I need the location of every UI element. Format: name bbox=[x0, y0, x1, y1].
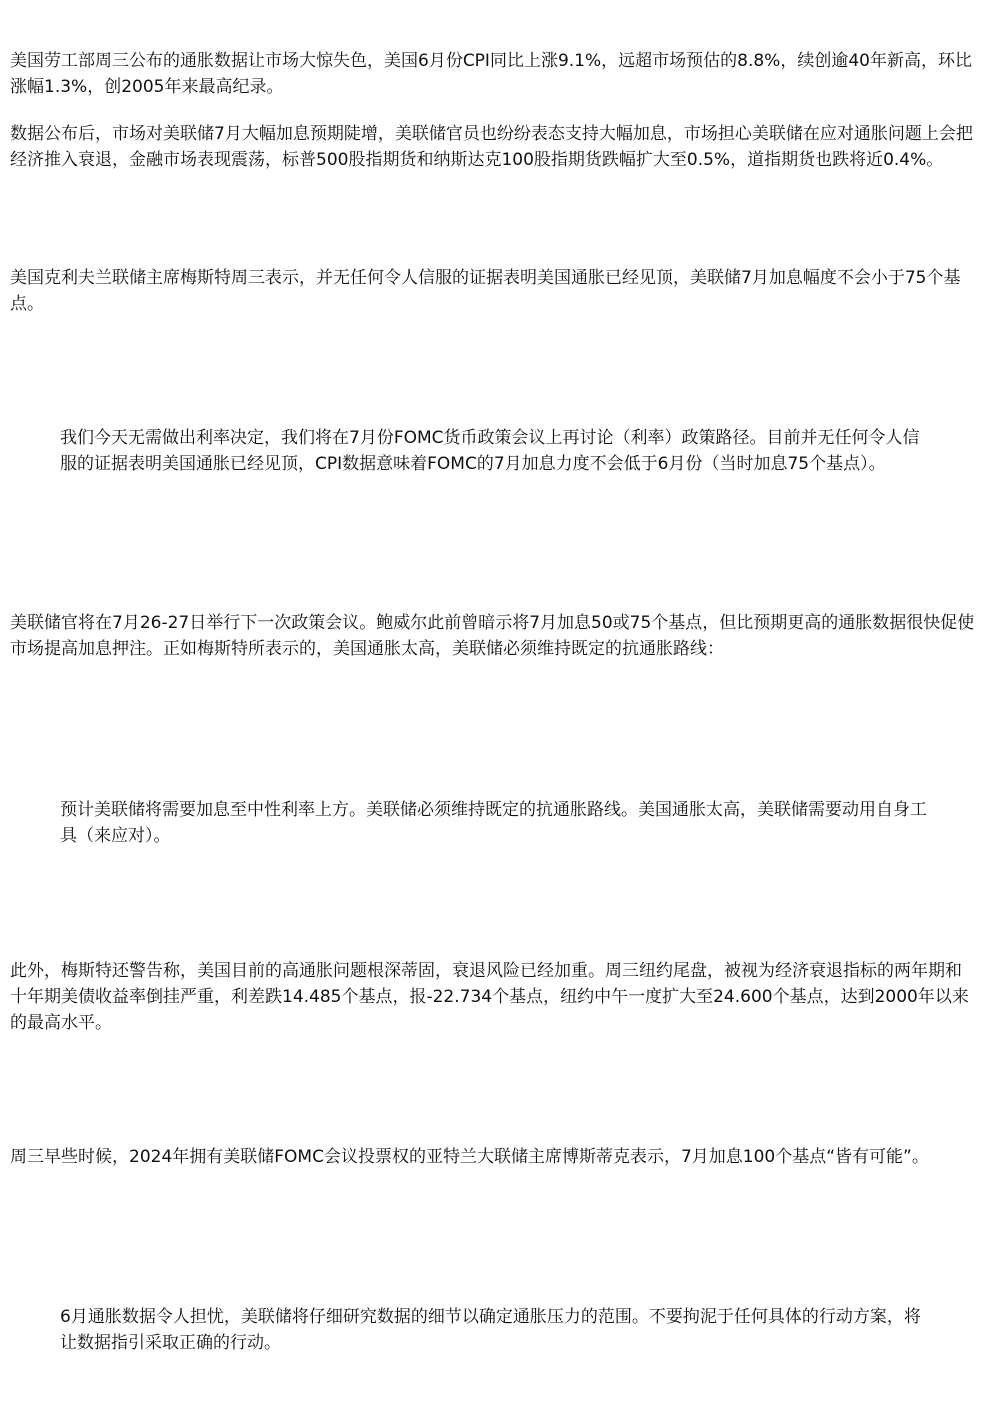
quote-mester-2: 预计美联储将需要加息至中性利率上方。美联储必须维持既定的抗通胀路线。美国通胀太高，美联储需要动用自身工具（来应对）。 bbox=[60, 800, 927, 846]
paragraph-cpi-data: 美国劳工部周三公布的通胀数据让市场大惊失色，美国6月份CPI同比上涨9.1%，远超市场预估的8.8%，续创逾40年新高，环比涨幅1.3%，创2005年来最高纪录。 bbox=[10, 51, 972, 97]
paragraph-market-reaction: 数据公布后，市场对美联储7月大幅加息预期陡增，美联储官员也纷纷表态支持大幅加息，市场担心美联储在应对通胀问题上会把经济推入衰退，金融市场表现震荡，标普500股指期货和纳斯达克100股指期货跌幅扩大至0.5%，道指期货也跌将近0.4%。 bbox=[10, 124, 973, 170]
paragraph-bostic-statement: 周三早些时候，2024年拥有美联储FOMC会议投票权的亚特兰大联储主席博斯蒂克表示，7月加息100个基点“皆有可能”。 bbox=[10, 1147, 929, 1167]
paragraph-recession-risk: 此外，梅斯特还警告称，美国目前的高通胀问题根深蒂固，衰退风险已经加重。周三纽约尾盘，被视为经济衰退指标的两年期和十年期美债收益率倒挂严重，利差跌14.485个基点，报-22.734个基点，纽约中午一度扩大至24.600个基点，达到2000年以来的最高水平。 bbox=[10, 961, 969, 1033]
paragraph-fed-meeting: 美联储官将在7月26-27日举行下一次政策会议。鲍威尔此前曾暗示将7月加息50或75个基点，但比预期更高的通胀数据很快促使市场提高加息押注。正如梅斯特所表示的，美国通胀太高，美联储必须维持既定的抗通胀路线： bbox=[10, 613, 975, 659]
quote-mester-1: 我们今天无需做出利率决定，我们将在7月份FOMC货币政策会议上再讨论（利率）政策路径。目前并无任何令人信服的证据表明美国通胀已经见顶，CPI数据意味着FOMC的7月加息力度不会低于6月份（当时加息75个基点）。 bbox=[60, 428, 920, 474]
quote-bostic: 6月通胀数据令人担忧，美联储将仔细研究数据的细节以确定通胀压力的范围。不要拘泥于任何具体的行动方案，将让数据指引采取正确的行动。 bbox=[60, 1307, 921, 1353]
paragraph-mester-statement: 美国克利夫兰联储主席梅斯特周三表示，并无任何令人信服的证据表明美国通胀已经见顶，美联储7月加息幅度不会小于75个基点。 bbox=[10, 268, 961, 314]
